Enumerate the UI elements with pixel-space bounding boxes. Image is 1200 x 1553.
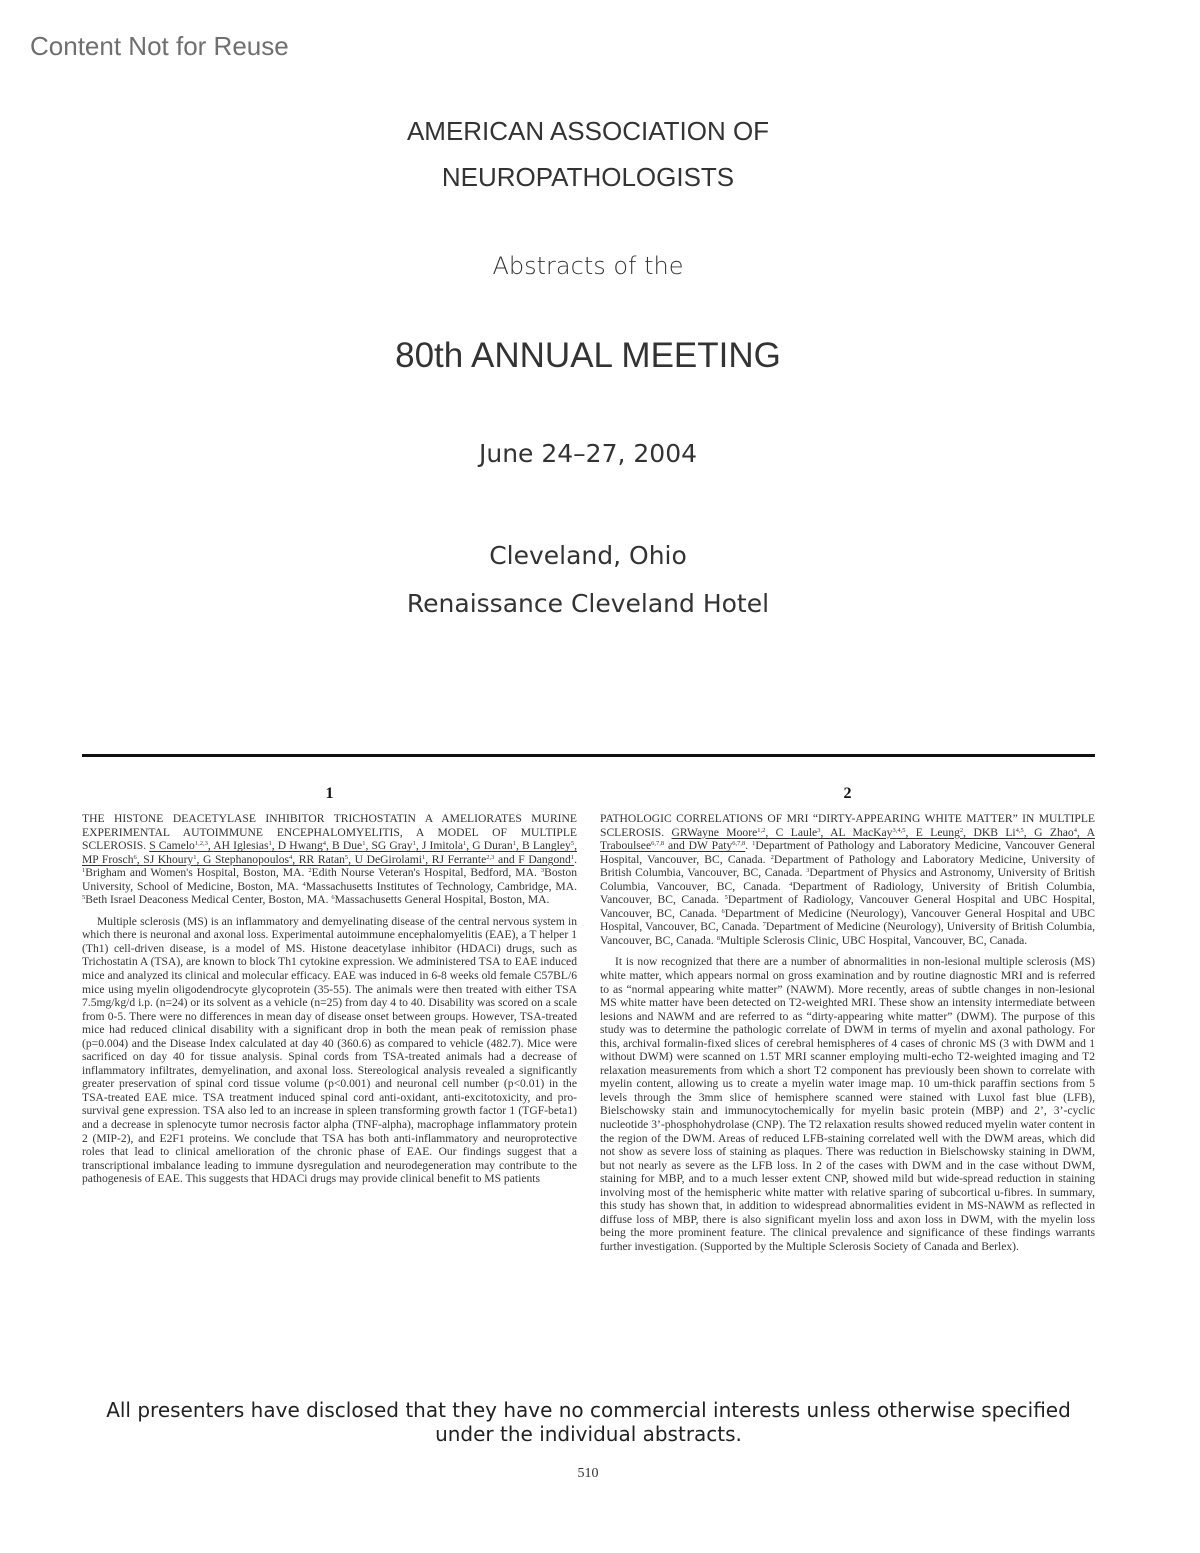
affiliation: Edith Nourse Veteran's Hospital, Bedford, MA. <box>311 866 541 880</box>
affiliation: Massachusetts General Hospital, Boston, MA. <box>334 893 550 907</box>
abstract-body: Multiple sclerosis (MS) is an inflammatory and demyelinating disease of the central nervous system in which there is neuronal and axonal loss. Experimental autoimmune encephalomyelitis (EAE), a T helper 1 (Th1) cell-driven disease, is a model of MS. Histone deacetylase inhibitor (HDACi) drugs, such as Trichostatin A (TSA), are known to block Th1 cytokine expression. We administered TSA to EAE induced mice and analyzed its clinical and molecular efficacy. EAE was induced in 6-8 weeks old female C57BL/6 mice using myelin oligodendrocyte glycoprotein (35-55). The animals were then treated with either TSA 7.5mg/kg/d i.p. (n=24) or its solvent as a vehicle (n=25) from day 4 to 40. Disability was scored on a scale from 0-5. There were no differences in mean day of disease onset between groups. However, TSA-treated mice had reduced clinical disability with a significant drop in both the mean peak of remission phase (p=0.004) and the Disease Index calculated at day 40 (360.6) as compared to vehicle (482.7). Mice were sacrificed on day 40 for tissue analysis. Spinal cords from TSA-treated animals had a decrease of inflammatory infiltrates, demyelination, and axonal loss. Stereological analysis revealed a significantly greater preservation of spinal cord tissue volume (p<0.001) and neuronal cell number (p<0.01) in the TSA-treated EAE mice. TSA treatment induced spinal cord anti-oxidant, anti-excitotoxicity, and pro-survival gene expression. TSA also led to an increase in spleen transforming growth factor 1 (TGF-beta1) and a decrease in splenocyte tumor necrosis factor alpha (TNF-alpha), macrophage inflammatory protein 2 (MIP-2), and E2F1 proteins. We conclude that TSA has both anti-inflammatory and neuroprotective roles that lead to clinical amelioration of the chronic phase of EAE. Our findings suggest that a transcriptional imbalance leading to immune dysregulation and neurodegeneration may contribute to the pathogenesis of EAE. This suggests that HDACi drugs may provide clinical benefit to MS patients <box>82 914 577 1186</box>
abstract-number: 1 <box>325 785 334 802</box>
affiliation-marker: 1 <box>82 867 86 875</box>
author-name: S Camelo <box>149 839 195 853</box>
author-name: SJ Khoury <box>143 852 194 866</box>
abstract-body: It is now recognized that there are a number of abnormalities in non-lesional multiple sclerosis (MS) white matter, which appears normal on gross examination and by routine diagnostic MRI and is referred to as “normal appearing white matter” (NAWM). More recently, areas of subtle changes in non-lesional MS white matter have been detected on T2-weighted MRI. These show an intensity intermediate between lesions and NAWM and are referred to as “dirty-appearing white matter” (DWM). The purpose of this study was to determine the pathologic correlate of DWM in terms of myelin and axonal pathology. For this, archival formalin-fixed slices of cerebral hemispheres of 4 cases of chronic MS (3 with DWM and 1 without DWM) were scanned on 1.5T MRI scanner employing multi-echo T2-weighted imaging and T2 relaxation measurements from which a short T2 component has previously been shown to correlate with myelin content, allowing us to create a myelin water image map. 10 um-thick paraffin sections from 5 levels through the 3mm slice of hemisphere scanned were stained with Luxol fast blue (LFB), Bielschowsky stain and immunocytochemically for myelin basic protein (MBP) and 2’, 3’-cyclic nucleotide 3’-phosphohydrolase (CNP). The T2 relaxation results showed reduced myelin water content in the region of the DWM. Areas of reduced LFB-staining correlated well with the DWM areas, which did not show as severe loss of staining as plaques. There was reduction in Bielschowsky staining in DWM, but not nearly as severe as the LFB loss. In 2 of the cases with DWM and in the case without DWM, staining for MBP, and to a much lesser extent CNP, showed mild but wide-spread reduction in staining involving most of the hemispheric white matter with relative sparing of subcortical u-fibres. In summary, this study has shown that, in addition to widespread abnormalities evident in MS-NAWM as reflected in diffuse loss of MBP, there is also significant myelin loss and axon loss in DWM, with the myelin loss being the more prominent feature. The clinical prevalence and significance of these findings warrants further investigation. (Supported by the Multiple Sclerosis Society of Canada and Berlex). <box>600 955 1095 1253</box>
affiliation-marker: 1 <box>752 840 756 848</box>
organization-name <box>0 108 1176 200</box>
abstract-title: THE HISTONE DEACETYLASE INHIBITOR TRICHOSTATIN A AMELIORATES MURINE EXPERIMENTAL AUTOIMMUNE ENCEPHALOMYELITIS, A MODEL OF MULTIPLE SCLEROSIS. <box>82 812 577 853</box>
disclosure-statement: All presenters have disclosed that they have no commercial interests unless otherwise specified under the individual abstracts. <box>106 1398 1071 1446</box>
meeting-date: June 24–27, 2004 <box>478 439 698 468</box>
affiliation-marker: 2 <box>308 867 312 875</box>
affiliation: Beth Israel Deaconess Medical Center, Boston, MA. <box>85 893 332 907</box>
affiliation-marker: 4 <box>789 880 793 888</box>
abstract-number: 2 <box>843 785 852 802</box>
author-name: C Laule <box>775 825 818 839</box>
author-name: AL MacKay <box>830 825 893 839</box>
affiliation: Brigham and Women's Hospital, Boston, MA. <box>85 866 309 880</box>
author-affiliation-marker: 4,5 <box>1015 826 1024 834</box>
author-name: U DeGirolami <box>354 852 422 866</box>
author-affiliation-marker: 1 <box>422 853 426 861</box>
affiliation: Boston University, School of Medicine, Boston, MA. <box>82 866 577 893</box>
author-affiliation-marker: 2 <box>959 826 964 834</box>
affiliation: Department of Radiology, University of British Columbia, Vancouver, BC, Canada. <box>600 879 1095 907</box>
affiliation: Department of Physics and Astronomy, University of British Columbia, Vancouver, BC, Canada. <box>600 866 1095 893</box>
abstract-header: THE HISTONE DEACETYLASE INHIBITOR TRICHOSTATIN A AMELIORATES MURINE EXPERIMENTAL AUTOIMMUNE ENCEPHALOMYELITIS, A MODEL OF MULTIPLE SCLEROSIS. S Camelo$^{1,2,3}$, AH Iglesias$^1$, D Hwang$^4$, B Due$^1$, SG Gray$^1$, J Imitola$^1$, G Duran$^1$, B Langley$^5$, MP Frosch$^6$, SJ Khoury$^1$, G Stephanopoulos$^4$, RR Ratan$^5$, U DeGirolami$^1$, RJ Ferrante$^{2,3}$ and F Dangond$^1$. $^1$Brigham and Women's Hospital, Boston, MA. $^2$Edith Nourse Veteran's Hospital, Bedford, MA. $^3$Boston University, School of Medicine, Boston, MA. $^4$Massachusetts Institutes of Technology, Cambridge, MA. $^5$Beth Israel Deaconess Medical Center, Boston, MA. $^6$Massachusetts General Hospital, Boston, MA. <box>82 812 577 907</box>
affiliation: Department of Medicine (Neurology), Vancouver General Hospital and UBC Hospital, Vancouver, BC, Canada. <box>600 906 1095 934</box>
org-line-1: AMERICAN ASSOCIATION OF <box>406 116 770 146</box>
author-name: G Stephanopoulos <box>202 852 290 866</box>
author-name: B Due <box>332 839 363 853</box>
author-affiliation-marker: 1 <box>570 853 575 861</box>
meeting-venue: Renaissance Cleveland Hotel <box>406 589 770 618</box>
affiliation: Multiple Sclerosis Clinic, UBC Hospital, Vancouver, BC, Canada. <box>719 933 1028 947</box>
author-affiliation-marker: 1 <box>412 840 416 848</box>
abstract-affiliations <box>600 839 1095 947</box>
author-name: D Hwang <box>277 839 323 853</box>
author-name: F Dangond <box>518 852 571 866</box>
author-name: AH Iglesias <box>213 839 269 853</box>
section-divider <box>82 754 1095 757</box>
author-name: RJ Ferrante <box>431 852 487 866</box>
author-affiliation-marker: 1 <box>193 853 197 861</box>
abstract-title: PATHOLOGIC CORRELATIONS OF MRI “DIRTY-APPEARING WHITE MATTER” IN MULTIPLE SCLEROSIS. <box>600 812 1095 839</box>
author-affiliation-marker: 3,4,5 <box>892 826 906 834</box>
affiliation: Massachusetts Institutes of Technology, Cambridge, MA. <box>305 879 577 893</box>
abstract-authors: GRWayne Moore$^{1,2}$, C Laule$^3$, AL MacKay$^{3,4,5}$, E Leung$^2$, DKB Li$^{4,5}$, G Zhao$^4$, A Traboulsee$^{6,7,8}$ and DW Paty$^{6,7,8}$ <box>600 825 1096 853</box>
author-affiliation-marker: 1 <box>462 840 467 848</box>
abstract-2 <box>600 785 1095 1254</box>
author-affiliation-marker: 5 <box>344 853 349 861</box>
author-name: RR Ratan <box>298 852 345 866</box>
meeting-city: Cleveland, Ohio <box>489 541 687 570</box>
meeting-location <box>0 532 1176 628</box>
watermark: Content Not for Reuse <box>30 31 289 61</box>
author-affiliation-marker: 6,7,8 <box>732 840 746 848</box>
affiliation-marker: 3 <box>540 867 545 875</box>
meeting-title: 80th ANNUAL MEETING <box>395 336 781 375</box>
page-number: 510 <box>577 1466 599 1481</box>
affiliation: Department of Pathology and Laboratory Medicine, Vancouver General Hospital, Vancouver, BC, Canada. <box>600 839 1095 866</box>
author-name: G Zhao <box>1034 825 1074 839</box>
author-name: DKB Li <box>973 825 1016 839</box>
author-affiliation-marker: 1 <box>362 840 366 848</box>
affiliation-marker: 4 <box>302 880 306 888</box>
abstracts-of-heading: Abstracts of the <box>492 252 684 280</box>
abstract-1 <box>82 785 577 1186</box>
author-name: A Traboulsee <box>600 825 1096 853</box>
author-affiliation-marker: 5 <box>570 840 575 848</box>
affiliation-marker: 6 <box>331 894 335 902</box>
affiliation-marker: 2 <box>770 853 774 861</box>
author-name: B Langley <box>521 839 571 853</box>
author-affiliation-marker: 6,7,8 <box>651 840 665 848</box>
author-name: GRWayne Moore <box>671 825 758 839</box>
author-name: G Duran <box>472 839 513 853</box>
abstract-affiliations <box>82 866 577 906</box>
author-affiliation-marker: 4 <box>1073 826 1077 834</box>
author-affiliation-marker: 1 <box>512 840 516 848</box>
affiliation-marker: 7 <box>762 921 766 929</box>
author-name: SG Gray <box>371 839 413 853</box>
author-affiliation-marker: 4 <box>322 840 327 848</box>
author-affiliation-marker: 2,3 <box>486 853 495 861</box>
author-affiliation-marker: 1,2 <box>757 826 766 834</box>
author-name: MP Frosch <box>82 852 134 866</box>
author-name: E Leung <box>915 825 960 839</box>
abstract-authors: S Camelo$^{1,2,3}$, AH Iglesias$^1$, D Hwang$^4$, B Due$^1$, SG Gray$^1$, J Imitola$^1$, G Duran$^1$, B Langley$^5$, MP Frosch$^6$, SJ Khoury$^1$, G Stephanopoulos$^4$, RR Ratan$^5$, U DeGirolami$^1$, RJ Ferrante$^{2,3}$ and F Dangond$^1$ <box>82 839 577 866</box>
affiliation: Department of Pathology and Laboratory Medicine, University of British Columbia, Vancouver, BC, Canada. <box>600 852 1095 880</box>
affiliation-marker: 5 <box>82 894 86 902</box>
affiliation-marker: 5 <box>724 894 728 902</box>
affiliation-marker: 3 <box>806 867 810 875</box>
author-name: J Imitola <box>421 839 463 853</box>
affiliation-marker: 6 <box>721 907 725 915</box>
abstract-header: PATHOLOGIC CORRELATIONS OF MRI “DIRTY-APPEARING WHITE MATTER” IN MULTIPLE SCLEROSIS. GRWayne Moore$^{1,2}$, C Laule$^3$, AL MacKay$^{3,4,5}$, E Leung$^2$, DKB Li$^{4,5}$, G Zhao$^4$, A Traboulsee$^{6,7,8}$ and DW Paty$^{6,7,8}$. $^1$Department of Pathology and Laboratory Medicine, Vancouver General Hospital, Vancouver, BC, Canada. $^2$Department of Pathology and Laboratory Medicine, University of British Columbia, Vancouver, BC, Canada. $^3$Department of Physics and Astronomy, University of British Columbia, Vancouver, BC, Canada. $^4$Department of Radiology, University of British Columbia, Vancouver, BC, Canada. $^5$Department of Radiology, Vancouver General Hospital and UBC Hospital, Vancouver, BC, Canada. $^6$Department of Medicine (Neurology), Vancouver General Hospital and UBC Hospital, Vancouver, BC, Canada. $^7$Department of Medicine (Neurology), University of British Columbia, Vancouver, BC, Canada. $^8$Multiple Sclerosis Clinic, UBC Hospital, Vancouver, BC, Canada. <box>600 812 1096 947</box>
author-affiliation-marker: 1,2,3 <box>194 840 208 848</box>
affiliation: Department of Medicine (Neurology), University of British Columbia, Vancouver, BC, Canada. <box>600 920 1095 947</box>
org-line-2: NEUROPATHOLOGISTS <box>441 162 735 192</box>
author-name: DW Paty <box>688 839 733 853</box>
author-affiliation-marker: 1 <box>268 840 272 848</box>
author-affiliation-marker: 4 <box>289 853 293 861</box>
author-affiliation-marker: 6 <box>133 853 137 861</box>
author-affiliation-marker: 3 <box>817 826 821 834</box>
affiliation-marker: 8 <box>716 934 720 942</box>
affiliation: Department of Radiology, Vancouver General Hospital and UBC Hospital, Vancouver, BC, Canada. <box>600 893 1095 920</box>
